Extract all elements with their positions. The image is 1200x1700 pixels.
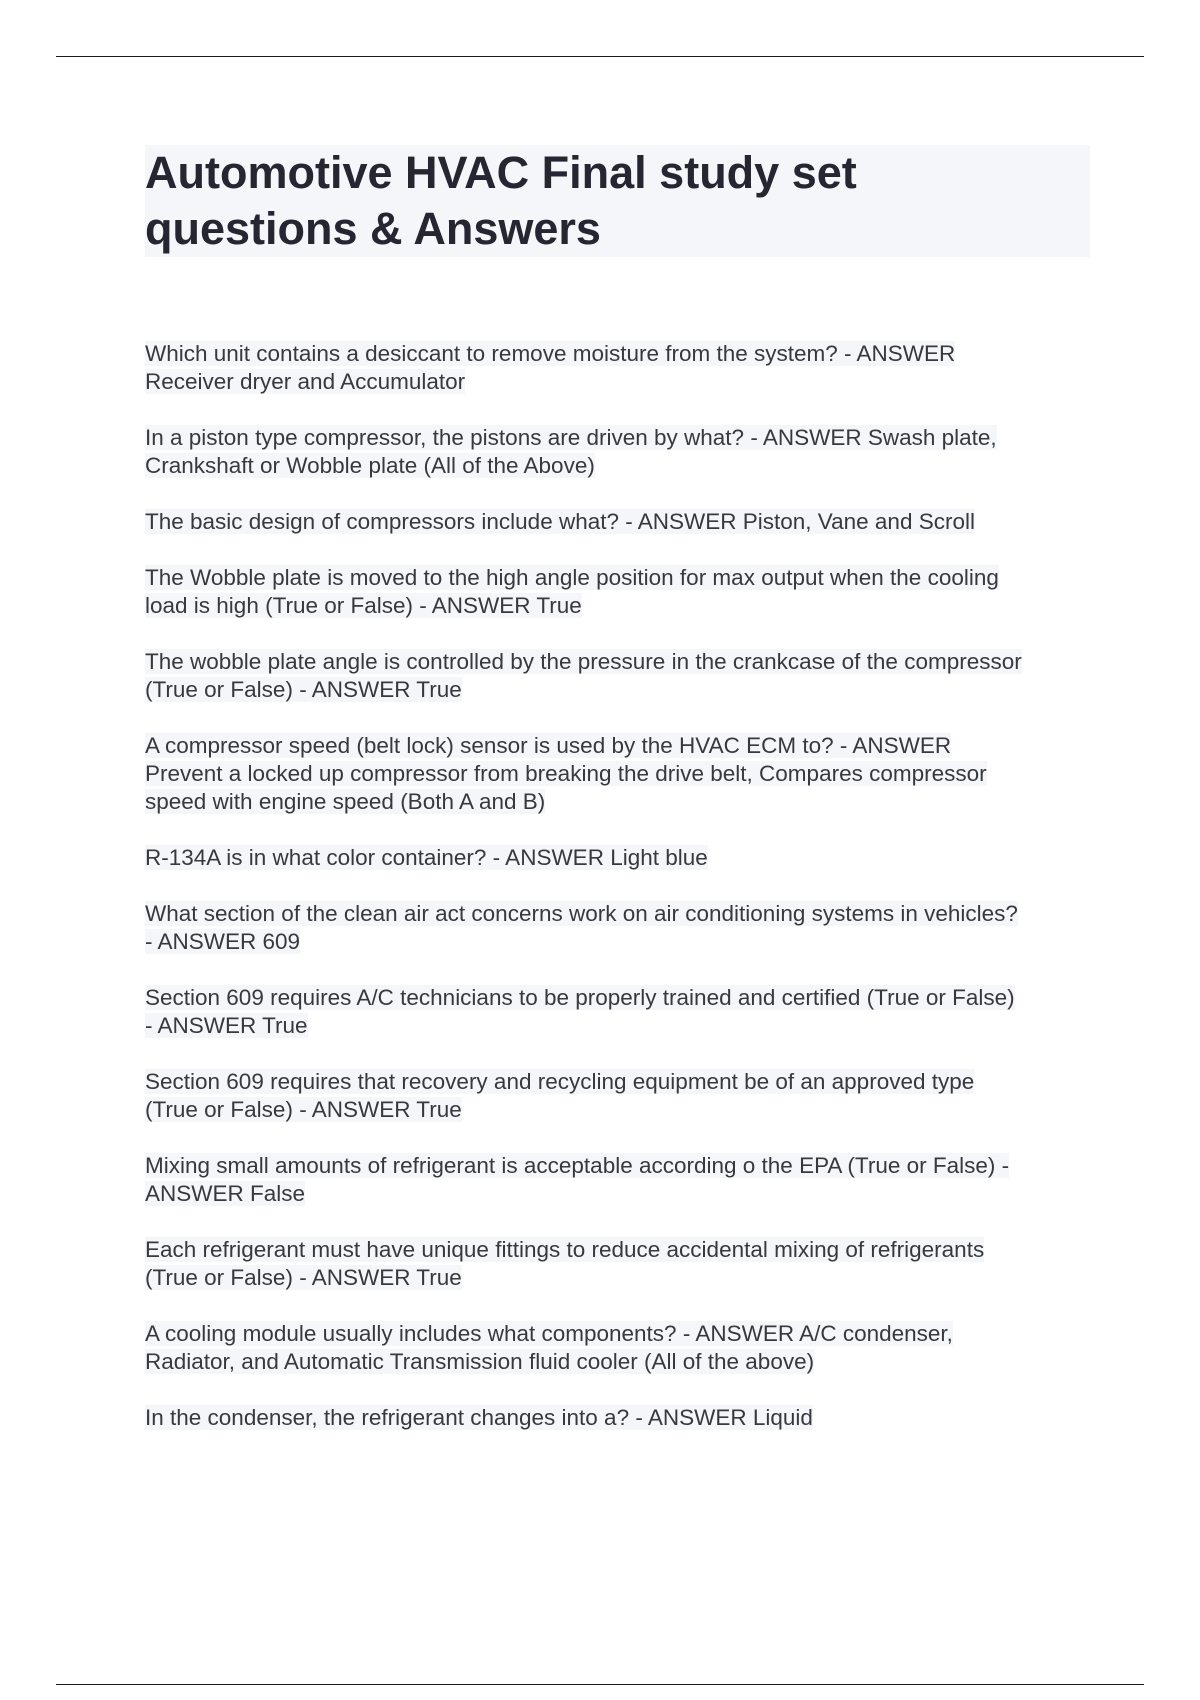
document-page (145, 145, 1090, 1460)
qa-text: (True or False) - ANSWER True (145, 1097, 462, 1122)
title-line-2: questions & Answers (145, 203, 601, 254)
qa-text: R-134A is in what color container? - ANSWER Light blue (145, 845, 708, 870)
qa-item (145, 1152, 1090, 1208)
qa-text: Which unit contains a desiccant to remove moisture from the system? - ANSWER (145, 341, 956, 366)
qa-text: Prevent a locked up compressor from breaking the drive belt, Compares compressor (145, 761, 987, 786)
qa-list (145, 340, 1090, 1432)
qa-item (145, 1320, 1090, 1376)
qa-text: (True or False) - ANSWER True (145, 1265, 462, 1290)
qa-text: A cooling module usually includes what components? - ANSWER A/C condenser, (145, 1321, 953, 1346)
qa-item (145, 984, 1090, 1040)
qa-text: In a piston type compressor, the pistons are driven by what? - ANSWER Swash plate, (145, 425, 997, 450)
qa-text: What section of the clean air act concerns work on air conditioning systems in vehicles? (145, 901, 1018, 926)
title-line-1: Automotive HVAC Final study set (145, 147, 857, 198)
qa-item (145, 1404, 1090, 1432)
page-title (145, 145, 1090, 257)
qa-text: Each refrigerant must have unique fittings to reduce accidental mixing of refrigerants (145, 1237, 985, 1262)
qa-text: ANSWER False (145, 1181, 306, 1206)
qa-text: Radiator, and Automatic Transmission fluid cooler (All of the above) (145, 1349, 815, 1374)
qa-text: - ANSWER True (145, 1013, 308, 1038)
qa-item (145, 340, 1090, 396)
title-block (145, 145, 1090, 257)
qa-item (145, 900, 1090, 956)
footer-rule (56, 1684, 1144, 1685)
qa-text: The Wobble plate is moved to the high angle position for max output when the cooling (145, 565, 999, 590)
qa-item (145, 1068, 1090, 1124)
qa-item (145, 1236, 1090, 1292)
qa-text: speed with engine speed (Both A and B) (145, 789, 546, 814)
qa-item (145, 732, 1090, 816)
qa-text: In the condenser, the refrigerant changes into a? - ANSWER Liquid (145, 1405, 813, 1430)
qa-text: - ANSWER 609 (145, 929, 301, 954)
qa-text: load is high (True or False) - ANSWER True (145, 593, 582, 618)
qa-text: Section 609 requires that recovery and recycling equipment be of an approved type (145, 1069, 975, 1094)
qa-text: Mixing small amounts of refrigerant is acceptable according o the EPA (True or False) - (145, 1153, 1010, 1178)
qa-text: Receiver dryer and Accumulator (145, 369, 466, 394)
qa-item (145, 424, 1090, 480)
qa-text: Crankshaft or Wobble plate (All of the Above) (145, 453, 595, 478)
qa-text: The wobble plate angle is controlled by the pressure in the crankcase of the compressor (145, 649, 1022, 674)
qa-item (145, 844, 1090, 872)
qa-text: A compressor speed (belt lock) sensor is used by the HVAC ECM to? - ANSWER (145, 733, 952, 758)
qa-item (145, 508, 1090, 536)
qa-text: (True or False) - ANSWER True (145, 677, 462, 702)
qa-text: Section 609 requires A/C technicians to be properly trained and certified (True or False) (145, 985, 1015, 1010)
qa-item (145, 648, 1090, 704)
header-rule (56, 56, 1144, 57)
qa-item (145, 564, 1090, 620)
qa-text: The basic design of compressors include what? - ANSWER Piston, Vane and Scroll (145, 509, 975, 534)
